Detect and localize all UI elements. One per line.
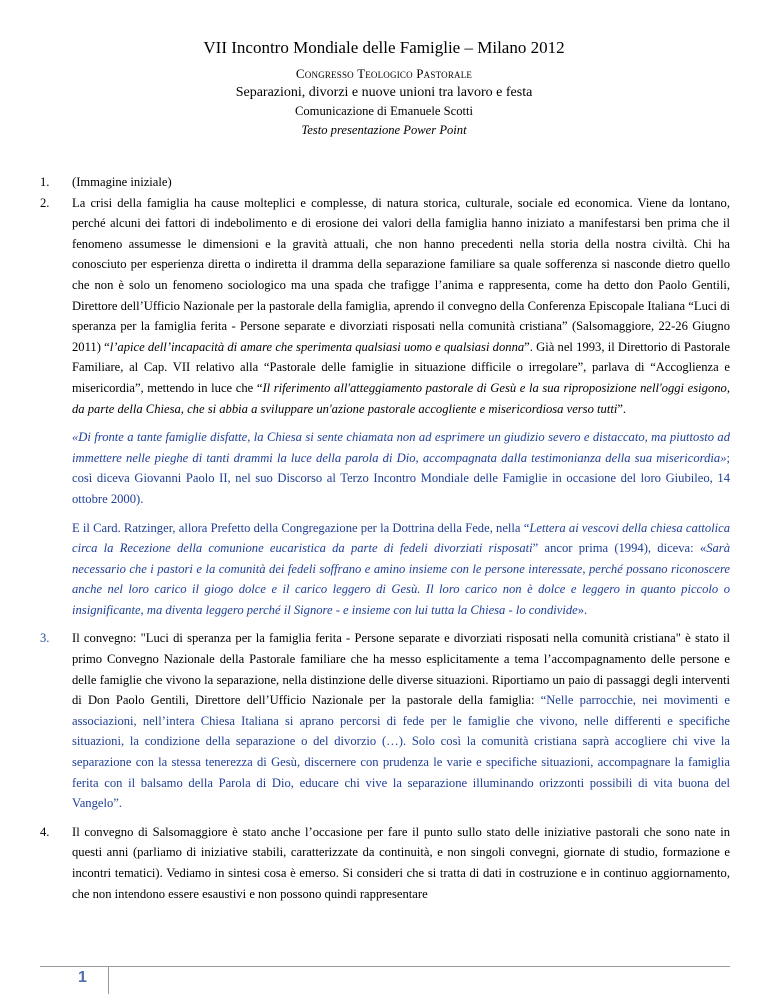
quote-paragraph xyxy=(40,427,730,509)
document-type: Testo presentazione Power Point xyxy=(301,123,467,137)
quote-text: ; così diceva Giovanni Paolo II, nel suo Discorso al Terzo Incontro Mondiale delle Famiglie in occasione del loro Giubileo, 14 ottobre 2000). xyxy=(72,450,730,506)
item-text: (Immagine iniziale) xyxy=(72,175,172,189)
item-text: Il convegno di Salsomaggiore è stato anche l’occasione per fare il punto sullo stato delle iniziative pastorali che sono nate in questi anni (parliamo di iniziative stabili, caratterizzate da continuità, e non singoli convegni, giornate di studio, formazione e incontri tematici). Vediamo in sintesi cosa è emerso. Si consideri che si tratta di dati in costruzione e in continuo aggiornamento, che non intendono essere esaustivi e non possono quindi rappresentare xyxy=(72,824,730,901)
document-title: VII Incontro Mondiale delle Famiglie – Milano 2012 xyxy=(203,38,565,57)
quote-text: ». xyxy=(577,602,588,617)
list-item xyxy=(40,628,730,813)
item-text: La crisi della famiglia ha cause molteplici e complesse, di natura storica, culturale, sociale ed economica. Viene da lontano, perché alcuni dei fattori di indebolimento e di erosione dei valori della famiglia hanno iniziato a manifestarsi ben prima che il fenomeno assumesse le dimensioni e la gravità attuali, che non hanno precedenti nella storia della nostra civiltà. Chi ha conosciuto per esperienza diretta o indiretta il dramma della separazione familiare sa quale sofferenza si nasconde dietro quello che non è solo un fenomeno sociologico ma una spada che trafigge l’anima e rappresenta, come ha detto don Paolo Gentili, Direttore dell’Ufficio Nazionale per la pastorale della famiglia, aprendo il convegno della Conferenza Episcopale Italiana “Luci di speranza per la famiglia ferita - Persone separate e divorziati risposati nella comunità cristiana” (Salsomaggiore, 22-26 Giugno 2011) “ xyxy=(72,195,730,354)
list-item xyxy=(40,822,730,904)
item-italic: Il riferimento all'atteggiamento pastorale di Gesù e la sua riproposizione nell'oggi esigono, da parte della Chiesa, che si abbia a sviluppare un'azione pastorale accogliente e misericordiosa verso tutti xyxy=(72,380,730,416)
page-number: 1 xyxy=(78,969,87,986)
item-text: ”. xyxy=(617,401,627,416)
document-body xyxy=(40,172,730,904)
item-number: 2. xyxy=(40,195,50,210)
document-topic: Separazioni, divorzi e nuove unioni tra lavoro e festa xyxy=(235,85,533,100)
quote-italic: Sarà necessario che i pastori e la comunità dei fedeli soffrano e amino insieme con le persone interessate, perché possano riconoscere anche nel loro carico il giogo dolce e il carico leggero di Gesù. Il loro carico non è dolce e leggero in quanto piccolo o insignificante, ma diventa leggero perché il Signore - e insieme con lui tutta la Chiesa - lo condivide xyxy=(72,541,730,617)
item-number: 1. xyxy=(40,175,50,189)
list-item xyxy=(40,193,730,420)
document-author: Comunicazione di Emanuele Scotti xyxy=(294,104,474,118)
item-quote: “Nelle parrocchie, nei movimenti e associazioni, nell’intera Chiesa Italiana si aprano percorsi di fede per le famiglie che vivono, nelle differenti e specifiche situazioni, la condizione della separazione o del divorzio (…). Solo così la comunità cristiana saprà accogliere chi vive la separazione con la stessa tenerezza di Gesù, discernere con prudenza le varie e specifiche situazioni, accompagnare la famiglia ferita con il balsamo della Parola di Dio, educare chi vive la separazione illuminando orizzonti possibili di vita buona del Vangelo”. xyxy=(72,693,730,811)
item-number: 3. xyxy=(40,631,50,646)
quote-italic: «Di fronte a tante famiglie disfatte, la Chiesa si sente chiamata non ad esprimere un giudizio severo e distaccato, ma piuttosto ad immettere nelle pieghe di tanti drammi la luce della parola di Dio, accompagnata dalla testimonianza della sua misericordia» xyxy=(72,430,730,465)
item-number: 4. xyxy=(40,824,50,839)
item-italic: l’apice dell’incapacità di amare che sperimenta qualsiasi uomo e qualsiasi donna xyxy=(109,339,525,354)
document-subtitle: Congresso Teologico Pastorale xyxy=(295,66,473,81)
quote-paragraph xyxy=(40,518,730,621)
quote-text: E il Card. Ratzinger, allora Prefetto della Congregazione per la Dottrina della Fede, nella “ xyxy=(72,520,530,535)
quote-text: ” ancor prima (1994), diceva: « xyxy=(532,541,707,556)
footer-divider xyxy=(40,966,730,967)
list-item xyxy=(40,172,730,193)
item-text: ”. Già nel 1993, il Direttorio di Pastorale Familiare, al Cap. VII relativo alla “Pastorale delle famiglie in situazione difficile o irregolare”, parlava di “Accoglienza e misericordia”, mettendo in luce che “ xyxy=(72,339,731,395)
quote-italic: Lettera ai vescovi della chiesa cattolica circa la Recezione della comunione eucaristica da parte di fedeli divorziati risposati xyxy=(72,520,730,556)
footer-divider-vertical xyxy=(108,966,109,994)
item-text: Il convegno: "Luci di speranza per la famiglia ferita - Persone separate e divorziati risposati nella comunità cristiana" è stato il primo Convegno Nazionale della Pastorale familiare che ha messo esplicitamente a tema l’accompagnamento delle persone e delle famiglie che vivono la separazione, nella distinzione delle diverse situazioni. Riportiamo un paio di passaggi degli interventi di Don Paolo Gentili, Direttore dell’Ufficio Nazionale per la pastorale della famiglia: xyxy=(72,631,730,708)
